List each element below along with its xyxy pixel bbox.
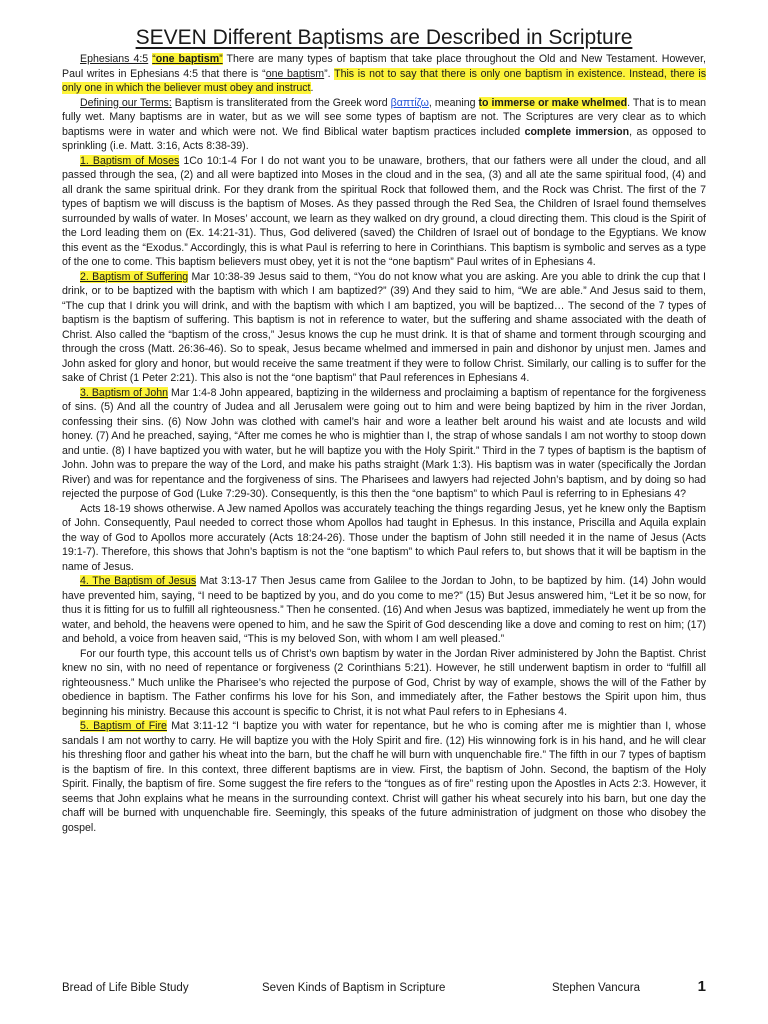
page-footer <box>62 978 706 995</box>
intro-text-1: There are many types of baptism that take place throughout the Old and New Testament. However, Paul writes in Ephesians 4:5 that there is “ <box>62 53 706 80</box>
section-paragraph <box>62 502 706 575</box>
section-heading: 3. Baptism of John <box>80 386 169 399</box>
defining-bold: complete immersion <box>524 125 630 138</box>
section-text: Mat 3:11-12 “I baptize you with water for repentance, but he who is coming after me is mightier than I, whose sandals I am not worthy to carry. He will baptize you with the Holy Spirit and fire. (12) His winnowing fork is in his hand, and he will clear his threshing floor and gather his wheat into the barn, but the chaff he will burn with unquenchable fire.” The fifth in our 7 types of baptism is the baptism of fire. In this context, three different baptisms are in view. First, the baptism of John. Second, the baptism of the Holy Spirit. Finally, the baptism of fire. Some suggest the fire refers to the “tongues as of fire” resting upon the Apostles in Acts 2:3. However, it seems that John explains what he means in the surrounding context. Christ will gather his wheat securely into his barn, but one day the chaff will be burned with unquenchable fire. Seemingly, this speaks of the future administration of judgment on those who disobey the gospel. <box>62 720 707 834</box>
footer-right: Stephen Vancura <box>552 982 641 994</box>
quote-open: “ <box>152 53 156 65</box>
defining-text-2: , meaning <box>428 96 479 109</box>
section-heading: 5. Baptism of Fire <box>80 720 167 732</box>
intro-highlight: This is not to say that there is only one baptism in existence. Instead, there is only one in which the believer must obey and instruct <box>62 67 706 94</box>
intro-paragraph <box>62 52 706 96</box>
page-number: 1 <box>697 978 706 995</box>
section-paragraph <box>62 574 706 647</box>
section-paragraph <box>62 647 706 720</box>
defining-text-4: , as opposed to sprinkling (i.e. Matt. 3:16, Acts 8:38-39). <box>62 125 706 152</box>
intro-text-3: . <box>310 82 314 94</box>
defining-highlight: to immerse or make whelmed <box>478 96 628 109</box>
quote-text: one baptism <box>155 53 220 65</box>
intro-quote <box>152 53 223 65</box>
section-text: Acts 18-19 shows otherwise. A Jew named Apollos was accurately teaching the things regarding Jesus, yet he knew only the Baptism of John. Consequently, Paul needed to correct those whom Apollos had taught in Ephesus. In this instance, Priscilla and Aquila explain the way of God to Apollos more accurately (Acts 18:24-26). Those under the baptism of John still needed it in the name of Jesus (Acts 19:1-7). Therefore, this shows that John’s baptism is not the “one baptism” to which Paul refers to, but shows that it will be baptism in the name of Jesus. <box>62 502 706 573</box>
section-text: 1Co 10:1-4 For I do not want you to be unaware, brothers, that our fathers were all under the cloud, and all passed through the sea, (2) and all were baptized into Moses in the cloud and in the sea, (3) and all ate the same spiritual food, (4) and all drank the same spiritual drink. For they drank from the spiritual Rock that followed them, and the Rock was Christ. The first of the 7 types of baptism we will discuss is the baptism of Moses. As they passed through the Red Sea, the Children of Israel found themselves surrounded by walls of water. In Moses’ account, we learn as they walked on dry ground, a cloud directing them. This cloud is the Spirit of the Lord leading them on (Ex. 14:21-31). Thus, God delivered (saved) the Children of Israel out of bondage to the Egyptians. We know this event as the “Exodus.” Accordingly, this is what Paul is referring to here in Corinthians. This baptism is symbolic and serves as a type of the one to come. This baptism believers must obey, yet it is not the “one baptism” Paul writes of in Ephesians 4. <box>62 154 706 268</box>
section-heading: 1. Baptism of Moses <box>80 154 180 167</box>
defining-text-3: . That is to mean fully wet. Many baptisms are in water, but as we will see some types of baptism are not. The Scriptures are very clear as to which baptisms were in water and which were not. We find Biblical water baptism practices included <box>62 96 706 138</box>
intro-one-baptism: one baptism <box>265 67 325 80</box>
section-heading: 2. Baptism of Suffering <box>80 270 189 283</box>
section-paragraph <box>62 154 706 270</box>
section-paragraph <box>62 270 706 386</box>
defining-paragraph <box>62 96 706 154</box>
intro-label: Ephesians 4:5 <box>80 53 149 65</box>
page-title: SEVEN Different Baptisms are Described in Scripture <box>135 26 633 49</box>
section-heading: 4. The Baptism of Jesus <box>80 575 197 587</box>
defining-text-1: Baptism is transliterated from the Greek word <box>171 96 391 109</box>
greek-word-link[interactable]: βαπτίζω <box>390 96 429 109</box>
section-text: Mat 3:13-17 Then Jesus came from Galilee to the Jordan to John, to be baptized by him. (14) John would have prevented him, saying, “I need to be baptized by you, and do you come to me?” (15) But Jesus answered him, “Let it be so now, for thus it is fitting for us to fulfill all righteousness.” Then he consented. (16) And when Jesus was baptized, immediately he went up from the water, and behold, the heavens were opened to him, and he saw the Spirit of God descending like a dove and coming to rest on him; (17) and behold, a voice from heaven said, “This is my beloved Son, with whom I am well pleased.” <box>62 575 706 645</box>
section-text: Mar 1:4-8 John appeared, baptizing in the wilderness and proclaiming a baptism of repentance for the forgiveness of sins. (5) And all the country of Judea and all Jerusalem were going out to him and were being baptized by him in the river Jordan, confessing their sins. (6) Now John was clothed with camel’s hair and wore a leather belt around his waist and ate locusts and wild honey. (7) And he preached, saying, “After me comes he who is mightier than I, the strap of whose sandals I am not worthy to stoop down and untie. (8) I have baptized you with water, but he will baptize you with the Holy Spirit.” Third in the 7 types of baptism is the baptism of John. John was to prepare the way of the Lord, and make his paths straight (Mark 1:3). His baptism was in water (specifically the Jordan River) and was for repentance and the forgiveness of sins. The Pharisees and lawyers had rejected John’s baptism, and by doing so had rejected the purpose of God (Luke 7:29-30). Consequently, is this then the “one baptism” to which Paul is referring to in Ephesians 4? <box>62 386 707 500</box>
defining-label: Defining our Terms: <box>80 96 172 109</box>
footer-left: Bread of Life Bible Study <box>62 982 189 994</box>
intro-text-2: ”. <box>324 67 335 80</box>
section-text: For our fourth type, this account tells us of Christ’s own baptism by water in the Jordan River administered by John the Baptist. Christ knew no sin, with no need of repentance or forgiveness (2 Corinthians 5:21). However, he still underwent baptism in order to “fulfill all righteousness.” Much unlike the Pharisee’s who rejected the purpose of God, Christ by way of example, shows the will of the Father by obedience in baptism. The Father confirms his love for his Son, and immediately after, the Father bestows the Spirit upon him, thus beginning his ministry. Because this account is specific to Christ, it is not what Paul refers to in Ephesians 4. <box>62 647 706 718</box>
footer-center: Seven Kinds of Baptism in Scripture <box>262 982 446 994</box>
section-text: Mar 10:38-39 Jesus said to them, “You do not know what you are asking. Are you able to drink the cup that I drink, or to be baptized with the baptism with which I am baptized?” (39) And they said to him, “We are able.” And Jesus said to them, “The cup that I drink you will drink, and with the baptism with which I am baptized, you will be baptized… The second of the 7 types of baptism is the baptism of suffering. This baptism is not in reference to water, but the suffering and shame associated with the death of Christ. Also called the “baptism of the cross,” Jesus knows the cup he must drink. It is that of shame and torment through scourging and through the cross (Matt. 26:36-46). So to speak, Jesus became whelmed and immersed in pain and dishonor by unjust men. James and John asked for glory and honor, but would receive the same treatment if they were to follow Christ. Similarly, our calling is to suffer for the sake of Christ (1 Peter 2:21). This also is not the “one baptism” that Paul references in Ephesians 4. <box>62 270 706 384</box>
document-body <box>62 52 706 835</box>
section-paragraph <box>62 386 706 502</box>
quote-close: ” <box>219 53 223 65</box>
section-paragraph <box>62 719 706 835</box>
